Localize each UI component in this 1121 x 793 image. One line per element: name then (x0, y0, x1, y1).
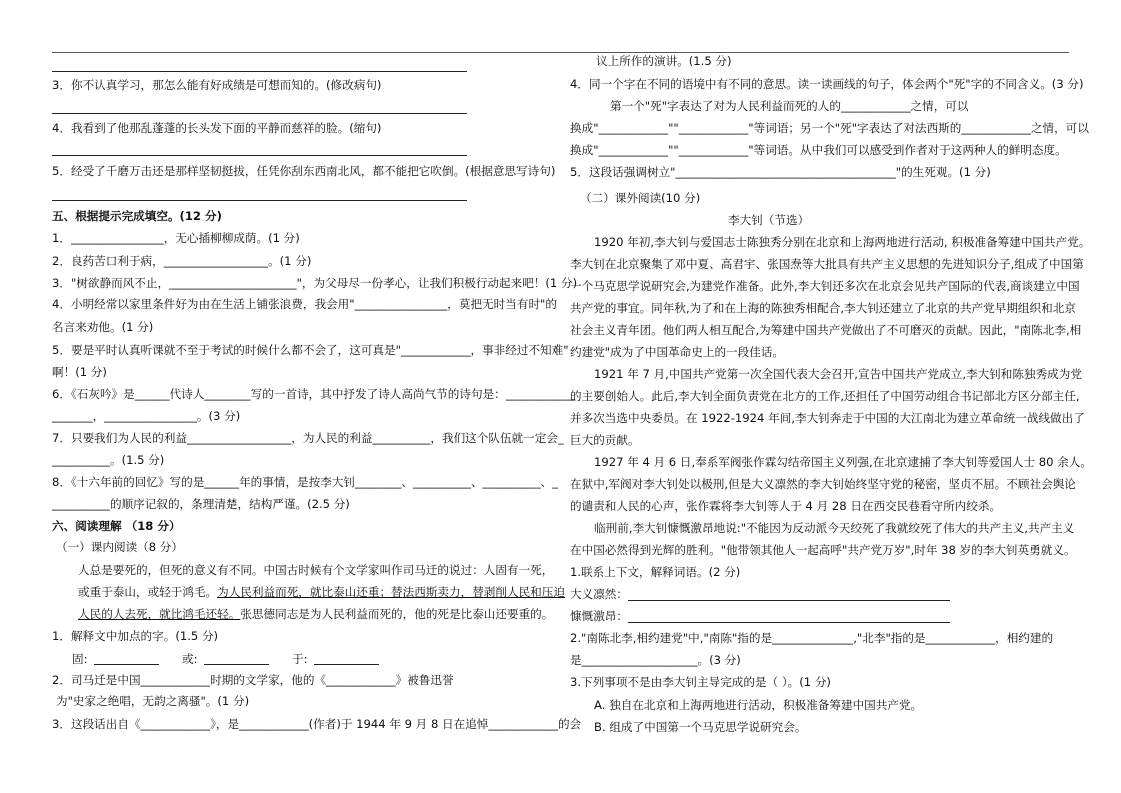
label-dayi: 大义凛然： (570, 587, 628, 601)
outside-q1: 1.联系上下文，解释词语。(2 分) (570, 565, 741, 579)
article-p1-l6: 约建党"成为了中国革命史上的一段佳话。 (570, 345, 785, 359)
reading-q1: 1．解释文中加点的字。(1.5 分) (52, 629, 219, 643)
passage-text: 张思德同志是为人民利益而死的，他的死是比泰山还要重的。 (240, 607, 554, 621)
label-kangkai: 慷慨激昂： (570, 609, 628, 623)
passage-line-3 (78, 606, 553, 622)
reading-q4-line1: 4．同一个字在不同的语境中有不同的意思。读一读画线的句子，体会两个"死"字的不同含义。(3 分) (570, 77, 1084, 91)
fill-5-line2: 啊！(1 分) (52, 365, 107, 379)
answer-line (52, 155, 467, 156)
reading-q2-line1: 2．司马迁是中国____________时期的文学家，他的《____________》被鲁迅誉 (52, 673, 454, 687)
fill-8-line2: __________的顺序记叙的，条理清楚，结构严谨。(2.5 分) (52, 497, 350, 511)
reading-q4-line2: 第一个"死"字表达了对为人民利益而死的人的____________之情，可以 (610, 99, 969, 113)
article-p1-l2: 李大钊在北京聚集了邓中夏、高君宇、张国焘等大批具有共产主义思想的先进知识分子,组成了中国第 (570, 257, 1084, 271)
article-p2-l2: 的主要创始人。此后,李大钊全面负责党在北方的工作,还担任了中国劳动组合书记部北方区分部主任, (570, 389, 1080, 403)
outside-q3: 3.下列事项不是由李大钊主导完成的是（ ）。(1 分) (570, 675, 831, 689)
article-p1-l5: 社会主义青年团。他们两人相互配合,为筹建中国共产党做出了不可磨灭的贡献。因此，"南陈北李,相 (570, 323, 1082, 337)
subsection-2-title: （二）课外阅读(10 分) (580, 191, 701, 205)
label-yu: 于: (292, 652, 308, 666)
article-p1-l4: 共产党的事宜。同年秋,为了和在上海的陈独秀相配合,李大钊还建立了北京的共产党早期组织和北京 (570, 301, 1076, 315)
fill-4-line2: 名言来劝他。(1 分) (52, 320, 154, 334)
article-p2-l4: 巨大的贡献。 (570, 433, 640, 447)
article-p4-l1: 临刑前,李大钊慷慨激昂地说:"不能因为反动派今天绞死了我就绞死了伟大的共产主义,共产主义 (594, 521, 1075, 535)
answer-line (628, 622, 950, 623)
question-4: 4．我看到了他那乱蓬蓬的长头发下面的平静而慈祥的脸。(缩句) (52, 121, 382, 135)
underlined-sentence: 人民的人去死，就比鸿毛还轻。 (78, 607, 241, 621)
fill-2: 2．良药苦口利于病，__________________。(1 分) (52, 254, 312, 268)
article-p1-l1: 1920 年初,李大钊与爱国志士陈独秀分别在北京和上海两地进行活动, 积极准备筹建中国共产党。 (594, 235, 1091, 249)
fill-3: 3．"树欲静而风不止，______________________"，为父母尽一份孝心，让我们积极行动起来吧！(1 分) (52, 276, 578, 290)
question-3: 3．你不认真学习，那怎么能有好成绩是可想而知的。(修改病句) (52, 78, 382, 92)
article-p3-l3: 的谴责和人民的心声，张作霖将李大钊等人于 4 月 28 日在西交民巷看守所内绞杀。 (570, 499, 1002, 513)
subsection-1-title: （一）课内阅读（8 分） (56, 540, 183, 554)
label-gu: 固: (72, 652, 88, 666)
reading-q3-line1: 3．这段话出自《____________》，是____________(作者)于 1944 年 9 月 8 日在追悼____________的会 (52, 717, 582, 731)
article-p3-l2: 在狱中,军阀对李大钊处以极刑,但是大义凛然的李大钊始终坚守党的秘密，坚贞不屈。不顾社会舆论 (570, 477, 1076, 491)
fill-6-line2: _______，________________。(3 分) (52, 409, 241, 423)
reading-q3-line2: 议上所作的演讲。(1.5 分) (596, 54, 732, 68)
article-p1-l3: 一个马克思学说研究会,为建党作准备。此外,李大钊还多次在北京会见共产国际的代表,商谈建立中国 (570, 279, 1080, 293)
article-p2-l3: 并多次当选中央委员。在 1922-1924 年间,李大钊奔走于中国的大江南北为建立革命统一战线做出了 (570, 411, 1085, 425)
answer-line (52, 113, 467, 114)
fill-4-line1: 4．小明经常以家里条件好为由在生活上铺张浪费，我会用"________________，莫把无时当有时"的 (52, 297, 557, 311)
reading-q4-line3: 换成"____________""____________"等词语；另一个"死"字表达了对法西斯的____________之情，可以 (570, 121, 1089, 135)
passage-line-1: 人总是要死的，但死的意义有不同。中国古时候有个文学家叫作司马迁的说过：人固有一死， (78, 563, 554, 577)
section-6-title: 六、阅读理解 （18 分） (52, 519, 181, 533)
article-p3-l1: 1927 年 4 月 6 日,奉系军阀张作霖勾结帝国主义列强,在北京逮捕了李大钊等爱国人士 80 余人。 (594, 455, 1092, 469)
option-a: A. 独自在北京和上海两地进行活动，积极准备筹建中国共产党。 (594, 698, 923, 712)
article-title: 李大钊（节选） (728, 213, 810, 227)
outside-q2-line2: 是____________________。(3 分) (570, 653, 741, 667)
label-huo: 或: (182, 652, 198, 666)
fill-7-line1: 7．只要我们为人民的利益__________________，为人民的利益__________，我们这个队伍就一定会_ (52, 431, 564, 445)
answer-line (52, 200, 467, 201)
question-5: 5．经受了千磨万击还是那样坚韧挺拔，任凭你刮东西南北风，都不能把它吹倒。(根据意思写诗句) (52, 164, 556, 178)
answer-line (52, 71, 467, 72)
page-top-rule (52, 52, 1069, 53)
article-p4-l2: 在中国必然得到光辉的胜利。"他带领其他人一起高呼"共产党万岁",时年 38 岁的李大钊英勇就义。 (570, 543, 1076, 557)
answer-line (94, 664, 159, 665)
reading-q5: 5．这段话强调树立"______________________________________"的生死观。(1 分) (570, 165, 991, 179)
answer-line (628, 600, 950, 601)
passage-line-2 (78, 584, 565, 600)
option-b: B. 组成了中国第一个马克思学说研究会。 (594, 720, 807, 734)
answer-line (204, 664, 269, 665)
reading-q2-line2: 为"史家之绝唱，无韵之离骚"。(1 分) (56, 694, 250, 708)
fill-1: 1．________________，无心插柳柳成荫。(1 分) (52, 231, 300, 245)
passage-text: 或重于泰山，或轻于鸿毛。 (78, 585, 218, 599)
article-p2-l1: 1921 年 7 月,中国共产党第一次全国代表大会召开,宣告中国共产党成立,李大钊和陈独秀成为党 (594, 367, 1082, 381)
fill-7-line2: __________。(1.5 分) (52, 453, 165, 467)
reading-q4-line4: 换成"____________""____________"等词语。从中我们可以感受到作者对于这两种人的鲜明态度。 (570, 143, 1067, 157)
outside-q2-line1: 2."南陈北李,相约建党"中,"南陈"指的是______________,"北李"指的是____________，相约建的 (570, 631, 1054, 645)
fill-5-line1: 5．要是平时认真听课就不至于考试的时候什么都不会了，这可真是"____________，事非经过不知难" (52, 343, 569, 357)
fill-8-line1: 8．《十六年前的回忆》写的是______年的事情，是按李大钊________、__________、__________、_ (52, 475, 558, 489)
fill-6-line1: 6．《石灰吟》是______代诗人________写的一首诗，其中抒发了诗人高尚气节的诗句是：____________ (52, 387, 576, 401)
underlined-sentence: 为人民利益而死，就比泰山还重；替法西斯卖力，替剥削人民和压迫 (217, 585, 565, 599)
answer-line (314, 664, 379, 665)
section-5-title: 五、根据提示完成填空。(12 分) (52, 209, 222, 223)
